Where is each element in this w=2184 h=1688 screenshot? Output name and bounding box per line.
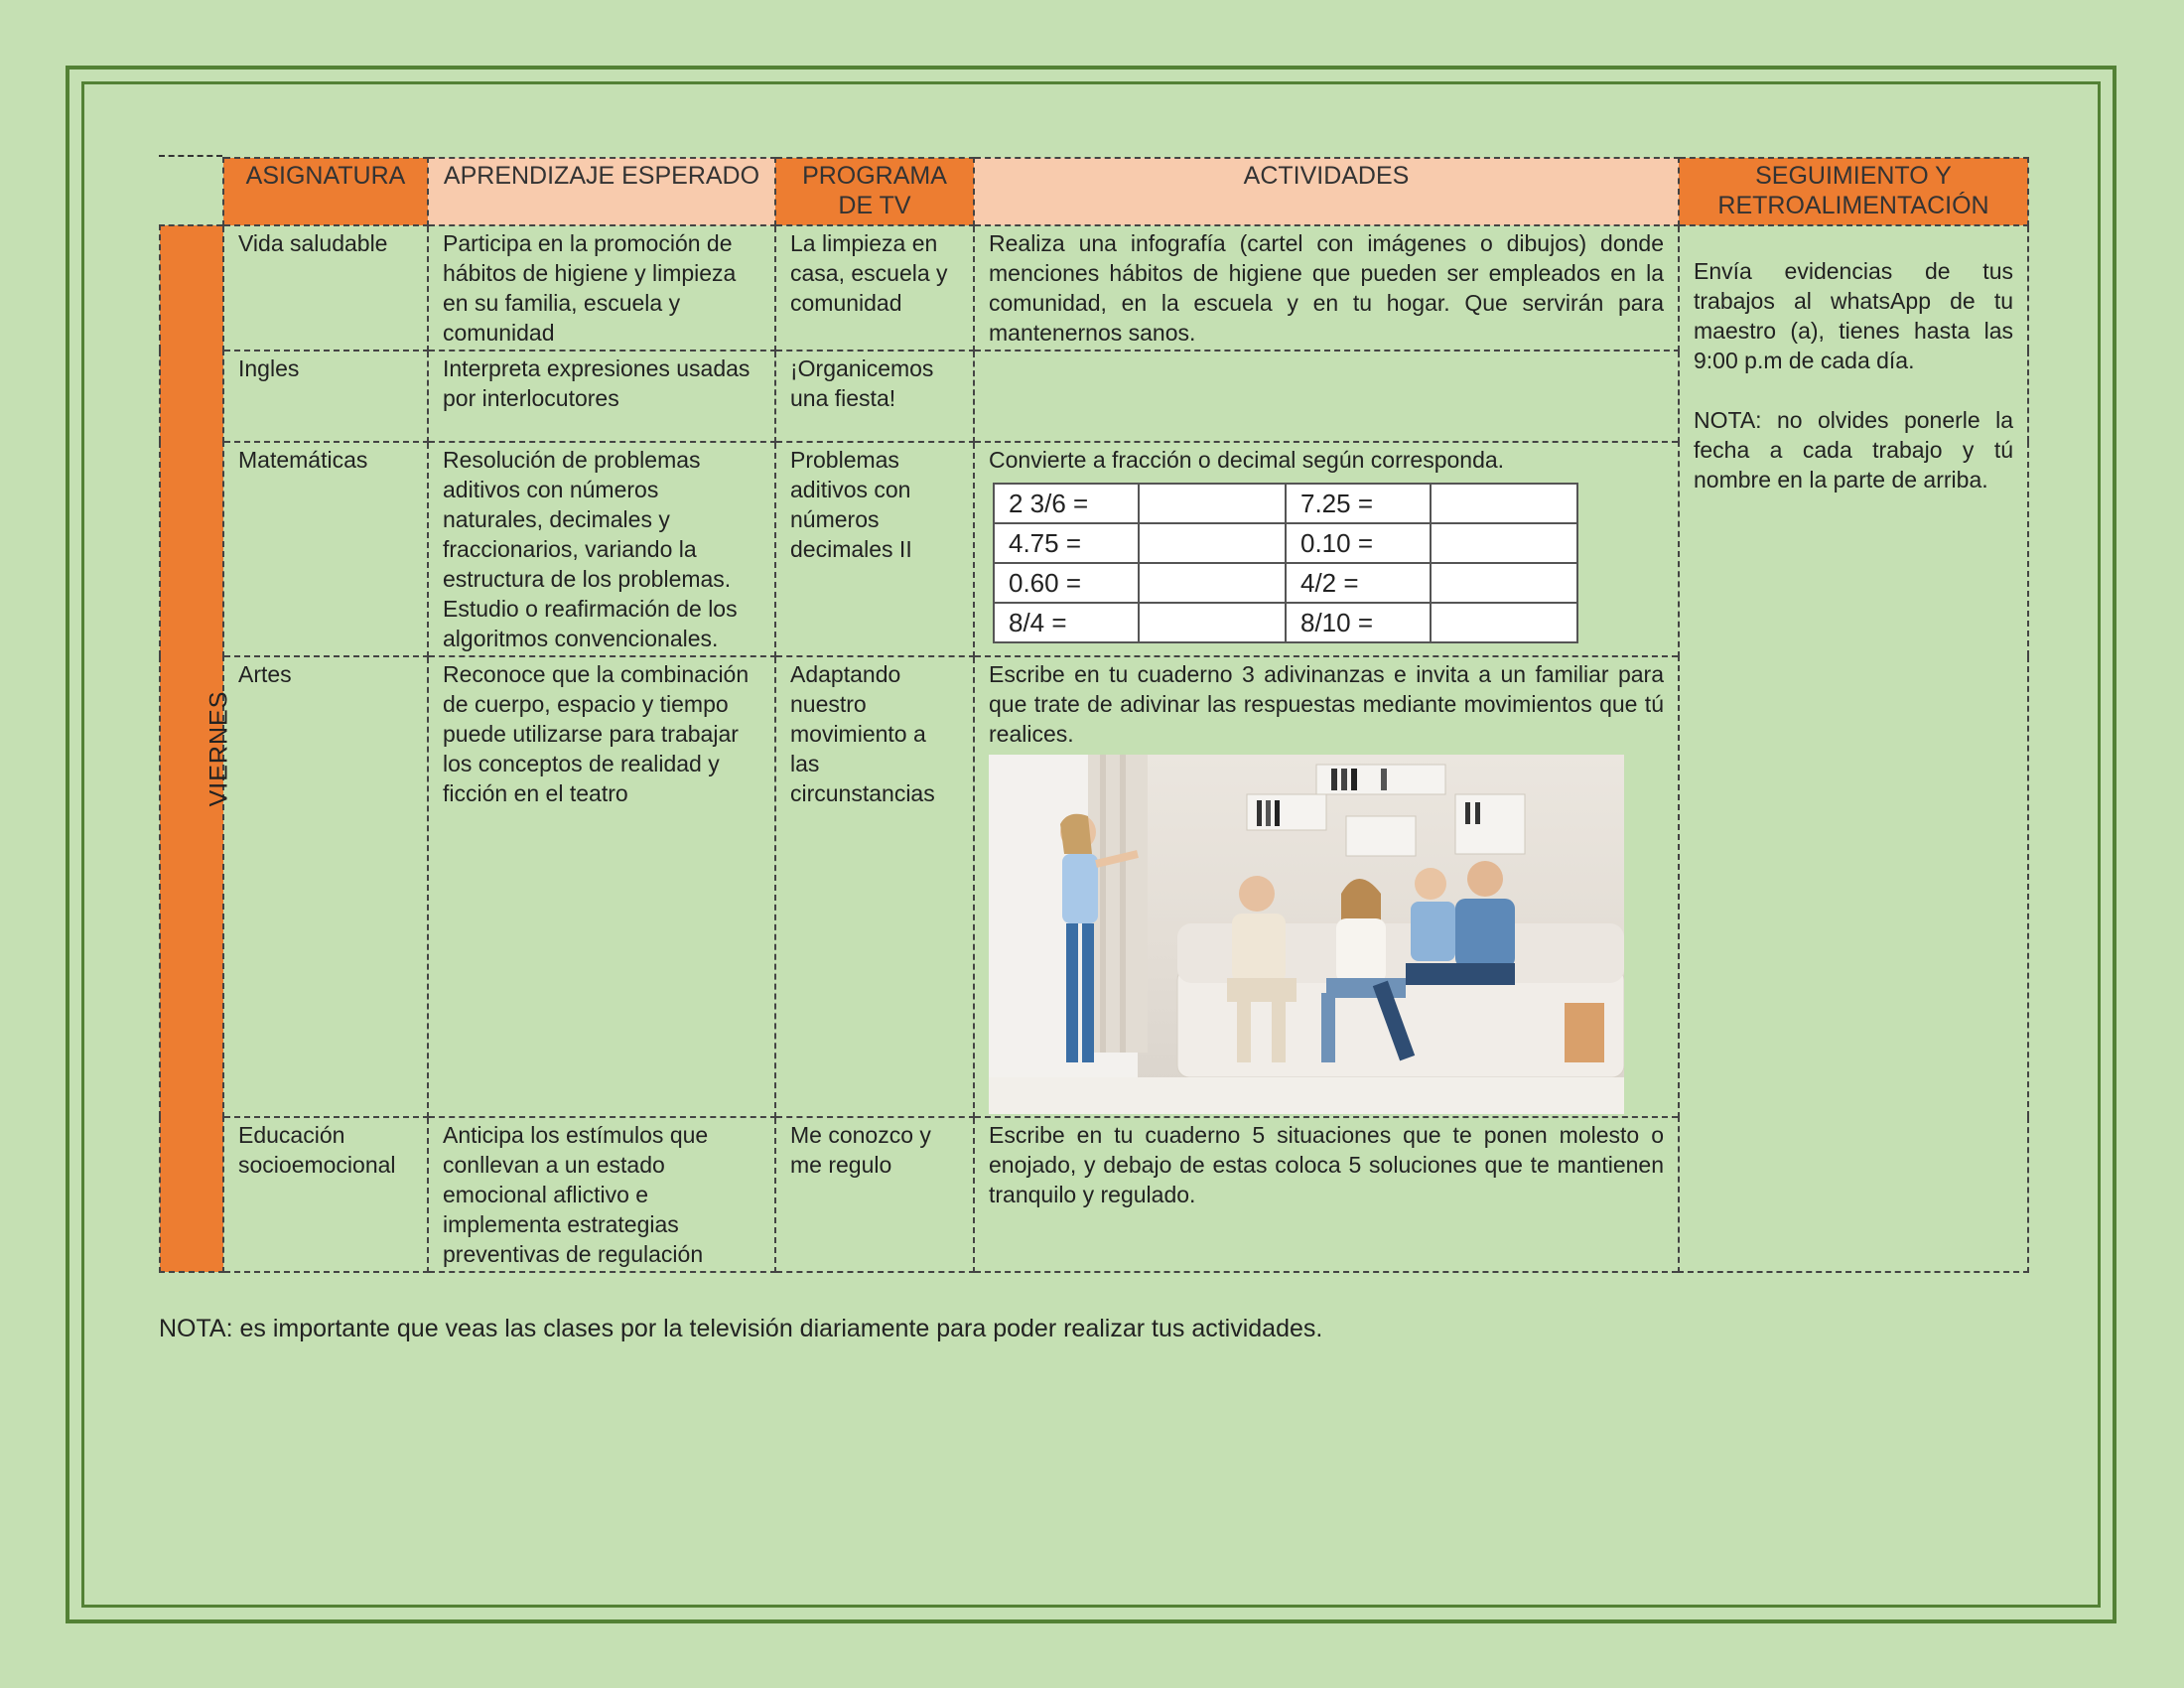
math-item: 0.60 = (994, 563, 1139, 603)
tv-cell: ¡Organicemos una fiesta! (775, 351, 974, 442)
header-row (160, 158, 2028, 225)
activity-cell (974, 656, 1679, 1117)
math-item: 8/10 = (1286, 603, 1431, 642)
activity-cell (974, 351, 1679, 442)
subject-cell: Vida saludable (223, 225, 428, 351)
answer-box (1431, 523, 1577, 563)
math-exercise-table (993, 483, 1578, 643)
header-tv: PROGRAMA DE TV (775, 158, 974, 225)
arts-instruction: Escribe en tu cuaderno 3 adivinanzas e invita a un familiar para que trate de adivinar las respuestas mediante movimientos que tú realices. (989, 661, 1664, 747)
family-photo (989, 755, 1624, 1114)
answer-box (1139, 484, 1286, 523)
day-cell (160, 225, 233, 1272)
answer-box (1431, 563, 1577, 603)
subject-cell: Ingles (223, 351, 428, 442)
math-row (994, 603, 1577, 642)
answer-box (1431, 603, 1577, 642)
learning-cell: Resolución de problemas aditivos con números naturales, decimales y fraccionarios, variando la estructura de los problemas. Estudio o reafirmación de los algoritmos convencionales. (428, 442, 775, 656)
activity-cell: Escribe en tu cuaderno 5 situaciones que te ponen molesto o enojado, y debajo de estas coloca 5 soluciones que te mantienen tranquilo y regulado. (974, 1117, 1679, 1272)
tv-cell: Me conozco y me regulo (775, 1117, 974, 1272)
tv-cell: La limpieza en casa, escuela y comunidad (775, 225, 974, 351)
followup-cell (1679, 225, 2028, 1272)
learning-cell: Interpreta expresiones usadas por interlocutores (428, 351, 775, 442)
math-item: 7.25 = (1286, 484, 1431, 523)
header-subject: ASIGNATURA (223, 158, 428, 225)
day-label: VIERNES (205, 690, 233, 807)
answer-box (1139, 603, 1286, 642)
header-followup: SEGUIMIENTO Y RETROALIMENTACIÓN (1679, 158, 2028, 225)
math-instruction: Convierte a fracción o decimal según corresponda. (989, 447, 1505, 473)
footnote: NOTA: es importante que veas las clases por la televisión diariamente para poder realizar tus actividades. (159, 1315, 1323, 1342)
activity-cell (974, 442, 1679, 656)
header-blank (160, 158, 223, 225)
answer-box (1139, 523, 1286, 563)
learning-cell: Reconoce que la combinación de cuerpo, espacio y tiempo puede utilizarse para trabajar los conceptos de realidad y ficción en el teatro (428, 656, 775, 1117)
math-item: 2 3/6 = (994, 484, 1139, 523)
answer-box (1139, 563, 1286, 603)
followup-text: Envía evidencias de tus trabajos al whatsApp de tu maestro (a), tienes hasta las 9:00 p.m de cada día. (1694, 258, 2013, 373)
math-item: 4.75 = (994, 523, 1139, 563)
math-row (994, 484, 1577, 523)
table-row (160, 225, 2028, 351)
math-item: 4/2 = (1286, 563, 1431, 603)
math-row (994, 563, 1577, 603)
tv-cell: Adaptando nuestro movimiento a las circunstancias (775, 656, 974, 1117)
learning-cell: Participa en la promoción de hábitos de higiene y limpieza en su familia, escuela y comunidad (428, 225, 775, 351)
subject-cell: Matemáticas (223, 442, 428, 656)
tv-cell: Problemas aditivos con números decimales II (775, 442, 974, 656)
schedule-table (159, 157, 2029, 1273)
subject-cell: Educación socioemocional (223, 1117, 428, 1272)
subject-cell: Artes (223, 656, 428, 1117)
math-item: 8/4 = (994, 603, 1139, 642)
activity-cell: Realiza una infografía (cartel con imágenes o dibujos) donde menciones hábitos de higiene que pueden ser empleados en la comunidad, en la escuela y en tu hogar. Que servirán para mantenernos sanos. (974, 225, 1679, 351)
header-learning: APRENDIZAJE ESPERADO (428, 158, 775, 225)
followup-note: NOTA: no olvides ponerle la fecha a cada trabajo y tú nombre en la parte de arriba. (1694, 407, 2013, 492)
answer-box (1431, 484, 1577, 523)
header-activities: ACTIVIDADES (974, 158, 1679, 225)
learning-cell: Anticipa los estímulos que conllevan a un estado emocional aflictivo e implementa estrategias preventivas de regulación (428, 1117, 775, 1272)
math-item: 0.10 = (1286, 523, 1431, 563)
math-row (994, 523, 1577, 563)
